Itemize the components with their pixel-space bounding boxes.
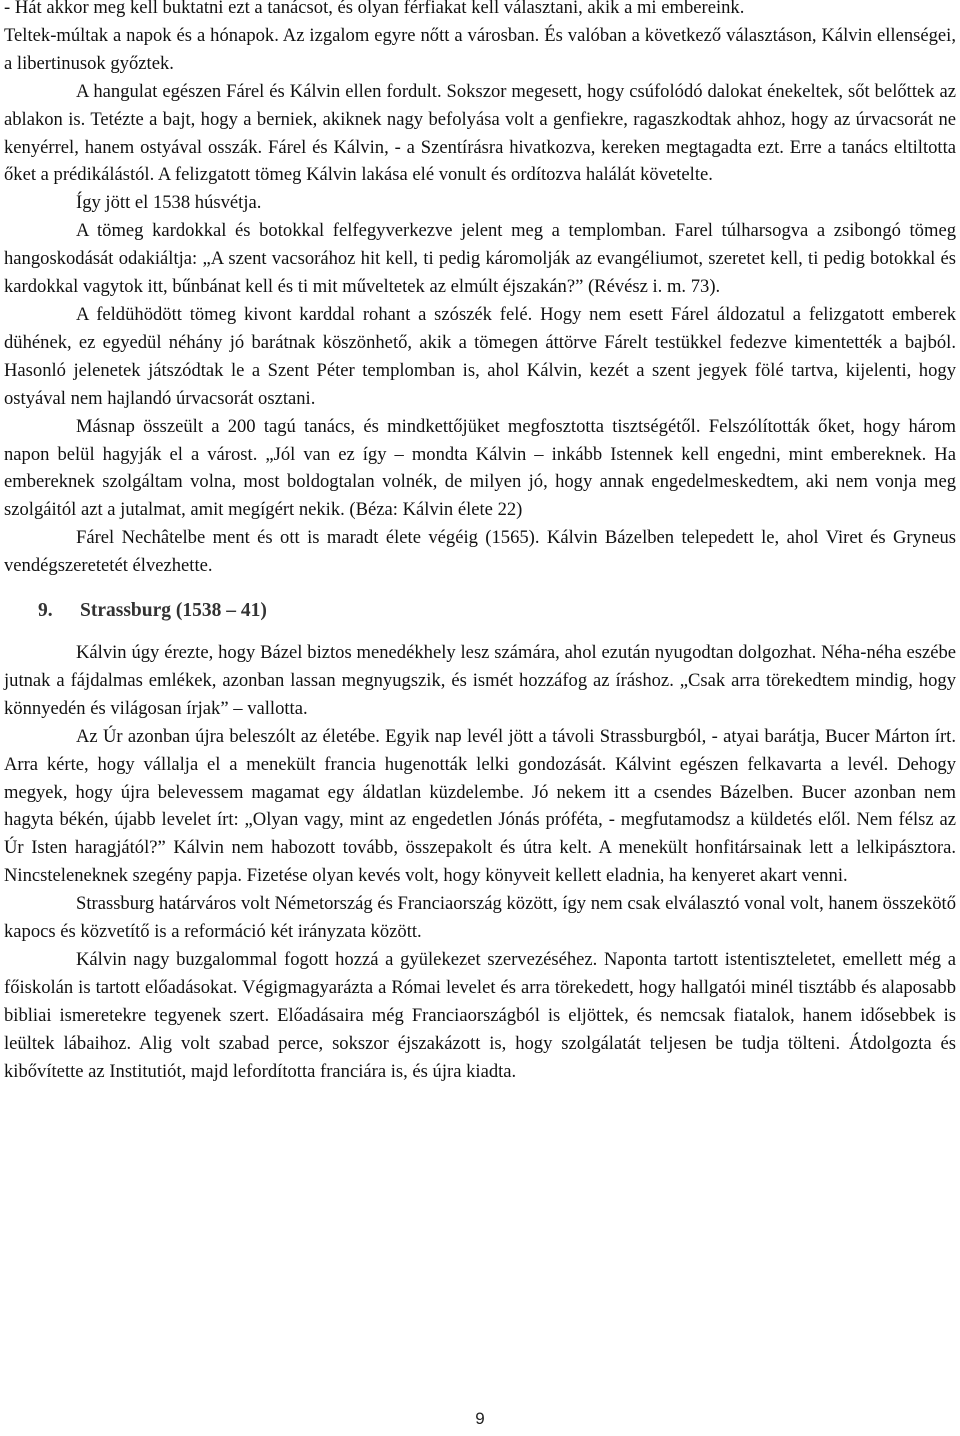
body-text-after — [4, 639, 956, 1086]
page-number: 9 — [475, 1409, 485, 1428]
section-heading — [38, 597, 956, 625]
paragraph: Másnap összeült a 200 tagú tanács, és mindkettőjüket megfosztotta tisztségétől. Felszólították őket, hogy három napon belül hagyják el a várost. „Jól van ez így – mondta Kálvin – inkább Istennek kell engedni, mint embereknek. Ha embereknek szolgáltam volna, most boldogtalan volnék, de milyen jó, hogy annak engedelmeskedtem, aki nem vonja meg szolgáitól azt a jutalmat, amit megígért nekik. (Béza: Kálvin élete 22) — [4, 415, 956, 521]
paragraph: Fárel Nechâtelbe ment és ott is maradt élete végéig (1565). Kálvin Bázelben telepedett le, ahol Viret és Gryneus vendégszeretetét élvezhette. — [4, 527, 956, 577]
section-number: 9. — [38, 600, 53, 622]
paragraph: Az Úr azonban újra beleszólt az életébe. Egyik nap levél jött a távoli Strassburgból, - atyai barátja, Bucer Márton írt. Arra kérte, hogy vállalja el a menekült francia hugenották lelki gondozását. Kálvint egészen felkavarta a levél. Dehogy megyek, hogy újra belevessem magamat egy áldatlan küzdelembe. Jó nekem itt a csendes Bázelben. Bucer azonban nem hagyta békén, újabb levelet írt: „Olyan vagy, mint az engedetlen Jónás próféta, - megfutamodsz a küldetés elől. Nem félsz az Úr Isten haragjától?” Kálvin nem habozott tovább, összepakolt és útra kelt. A menekült honfitársainak lett a lelkipásztora. Nincsteleneknek szegény papja. Fizetése olyan kevés volt, hogy könyveit kellett eladnia, ha kenyeret akart venni. — [4, 725, 956, 887]
paragraph: Teltek-múltak a napok és a hónapok. Az izgalom egyre nőtt a városban. És valóban a következő választáson, Kálvin ellenségei, a libertinusok győztek. — [4, 24, 956, 74]
paragraph: A feldühödött tömeg kivont karddal rohant a szószék felé. Hogy nem esett Fárel áldozatul a felizgatott emberek dühének, ez egyedül néhány jó barátnak köszönhető, akik a tömegen áttörve Fárelt testükkel fedezve kimentették a bajból. Hasonló jelenetek játszódtak le a Szent Péter templomban is, ahol Kálvin, kezét a szent jegyek fölé tartva, kijelenti, hogy ostyával nem hajlandó úrvacsorát osztani. — [4, 303, 956, 409]
paragraph: Strassburg határváros volt Németország és Franciaország között, így nem csak elválasztó vonal volt, hanem összekötő kapocs és közvetítő is a reformáció két irányzata között. — [4, 893, 956, 943]
paragraph: Így jött el 1538 húsvétja. — [76, 192, 262, 214]
body-text-before — [4, 0, 956, 580]
document-page — [4, 0, 956, 1086]
paragraph: Kálvin úgy érezte, hogy Bázel biztos menedékhely lesz számára, ahol ezután nyugodtan dolgozhat. Néha-néha eszébe jutnak a fájdalmas emlékek, azonban lassan megnyugszik, és ismét hozzáfog az íráshoz. „Csak arra törekedtem mindig, hogy könnyedén és világosan írjak” – vallotta. — [4, 642, 956, 719]
paragraph: - Hát akkor meg kell buktatni ezt a tanácsot, és olyan férfiakat kell választani, akik a mi embereink. — [4, 0, 745, 18]
paragraph: A tömeg kardokkal és botokkal felfegyverkezve jelent meg a templomban. Farel túlharsogva a zsibongó tömeg hangoskodását odakiáltja: „A szent vacsorához hit kell, ti pedig káromolják az evangéliumot, szeretet kell, ti pedig botokkal és kardokkal vagytok itt, bűnbánat kell és ti mit műveltetek az elmúlt éjszakán?” (Révész i. m. 73). — [4, 220, 956, 298]
paragraph: Kálvin nagy buzgalommal fogott hozzá a gyülekezet szervezéséhez. Naponta tartott istentiszteletet, emellett még a főiskolán is tartott előadásokat. Végigmagyarázta a Római levelet és arra törekedett, hogy hallgatói minél tisztább és alaposabb bibliai ismeretekre tegyenek szert. Előadásaira még Franciaországból is eljöttek, és nemcsak fiatalok, hanem idősebbek is leültek lábaihoz. Alig volt szabad perce, sokszor éjszakázott is, hogy szolgálatát teljesen be tudja tölteni. Átdolgozta és kibővítette az Institutiót, majd lefordította franciára is, és újra kiadta. — [4, 949, 956, 1082]
section-title: Strassburg (1538 – 41) — [80, 600, 267, 622]
paragraph: A hangulat egészen Fárel és Kálvin ellen fordult. Sokszor megesett, hogy csúfolódó dalokat énekeltek, sőt belőttek az ablakon is. Tetézte a bajt, hogy a berniek, akiknek nagy befolyása volt a genfiekre, ragaszkodtak ahhoz, hogy az úrvacsorát ne kenyérrel, hanem ostyával osszák. Fárel és Kálvin, - a Szentírásra hivatkozva, kereken megtagadta ezt. Erre a tanács eltiltotta őket a prédikálástól. A felizgatott tömeg Kálvin lakása elé vonult és ordítozva halálát követelte. — [4, 80, 956, 186]
